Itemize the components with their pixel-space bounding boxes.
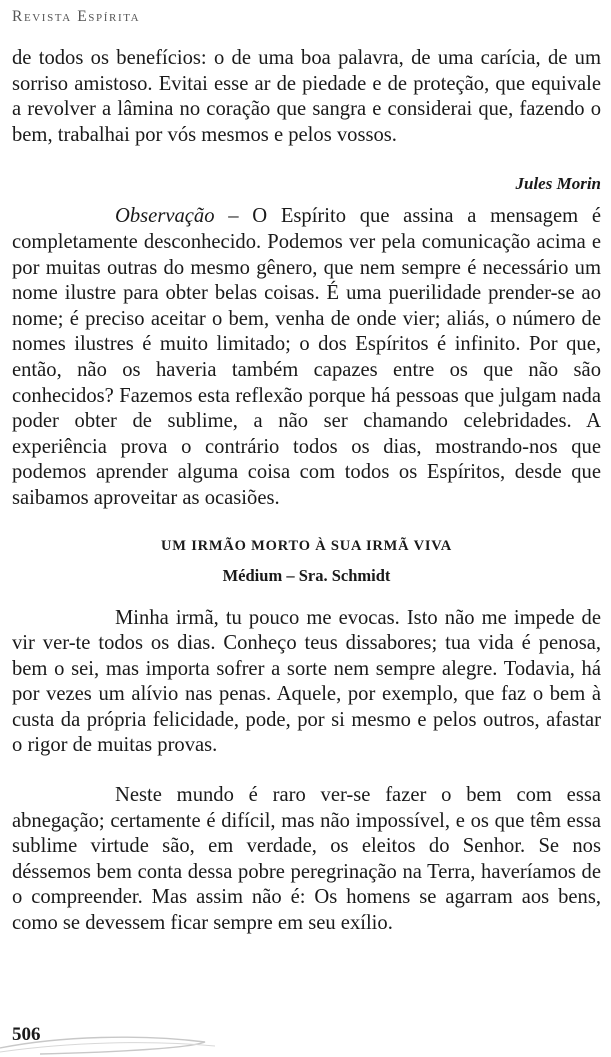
medium-line: Médium – Sra. Schmidt bbox=[222, 565, 391, 585]
observation-label: Observação bbox=[115, 205, 215, 228]
section-title: UM IRMÃO MORTO À SUA IRMÃ VIVA bbox=[161, 537, 452, 554]
spacer bbox=[12, 588, 601, 606]
paragraph-continued: de todos os benefícios: o de uma boa palavra, de uma carícia, de um sorriso amistoso. Evitai esse ar de piedade e de proteção, que equivale a revolver a lâmina no coração que sangra e considerai que, fazendo o bem, trabalhai por vós mesmos e pelos vossos. bbox=[12, 47, 601, 146]
spacer bbox=[12, 759, 601, 783]
signature: Jules Morin bbox=[515, 174, 601, 194]
running-head: Revista Espírita bbox=[12, 8, 141, 25]
page-body bbox=[12, 46, 601, 937]
spacer bbox=[12, 512, 601, 534]
observation-text: – O Espírito que assina a mensagem é completamente desconhecido. Podemos ver pela comunicação acima e por muitas outras do mesmo gênero, que nem sempre é necessário um nome ilustre para obter belas coisas. É uma puerilidade prender-se ao nome; é preciso aceitar o bem, venha de onde vier; aliás, o número de nomes ilustres é muito limitado; o dos Espíritos é infinito. Por que, então, não os haveria também capazes entre os que não são conhecidos? Fazemos esta reflexão porque há pessoas que julgam nada poder obter de sublime, a não ser chamando celebridades. A experiência prova o contrário todos os dias, mostrando-nos que podemos aprender alguma coisa com todos os Espíritos, desde que saibamos aproveitar as ocasiões. bbox=[12, 205, 601, 509]
paragraph-letter-1: Minha irmã, tu pouco me evocas. Isto não me impede de vir ver-te todos os dias. Conheço teus dissabores; tua vida é penosa, bem o sei, mas importa sofrer a sorte nem sempre alegre. Todavia, há por vezes um alívio nas penas. Aquele, por exemplo, que faz o bem à custa da própria felicidade, pode, por si mesmo e pelos outros, afastar o rigor de muitas provas. bbox=[12, 606, 601, 757]
spacer bbox=[12, 148, 601, 172]
paragraph-letter-2: Neste mundo é raro ver-se fazer o bem com essa abnegação; certamente é difícil, mas não impossível, e os que têm essa sublime virtude são, em verdade, os eleitos do Senhor. Se nos déssemos bem conta dessa pobre peregrinação na Terra, haveríamos de o compreender. Mas assim não é: Os homens se agarram aos bens, como se devessem ficar sempre em seu exílio. bbox=[12, 784, 601, 935]
paragraph-observation bbox=[12, 204, 601, 511]
page-number: 506 bbox=[12, 1024, 41, 1045]
spacer bbox=[12, 196, 601, 204]
